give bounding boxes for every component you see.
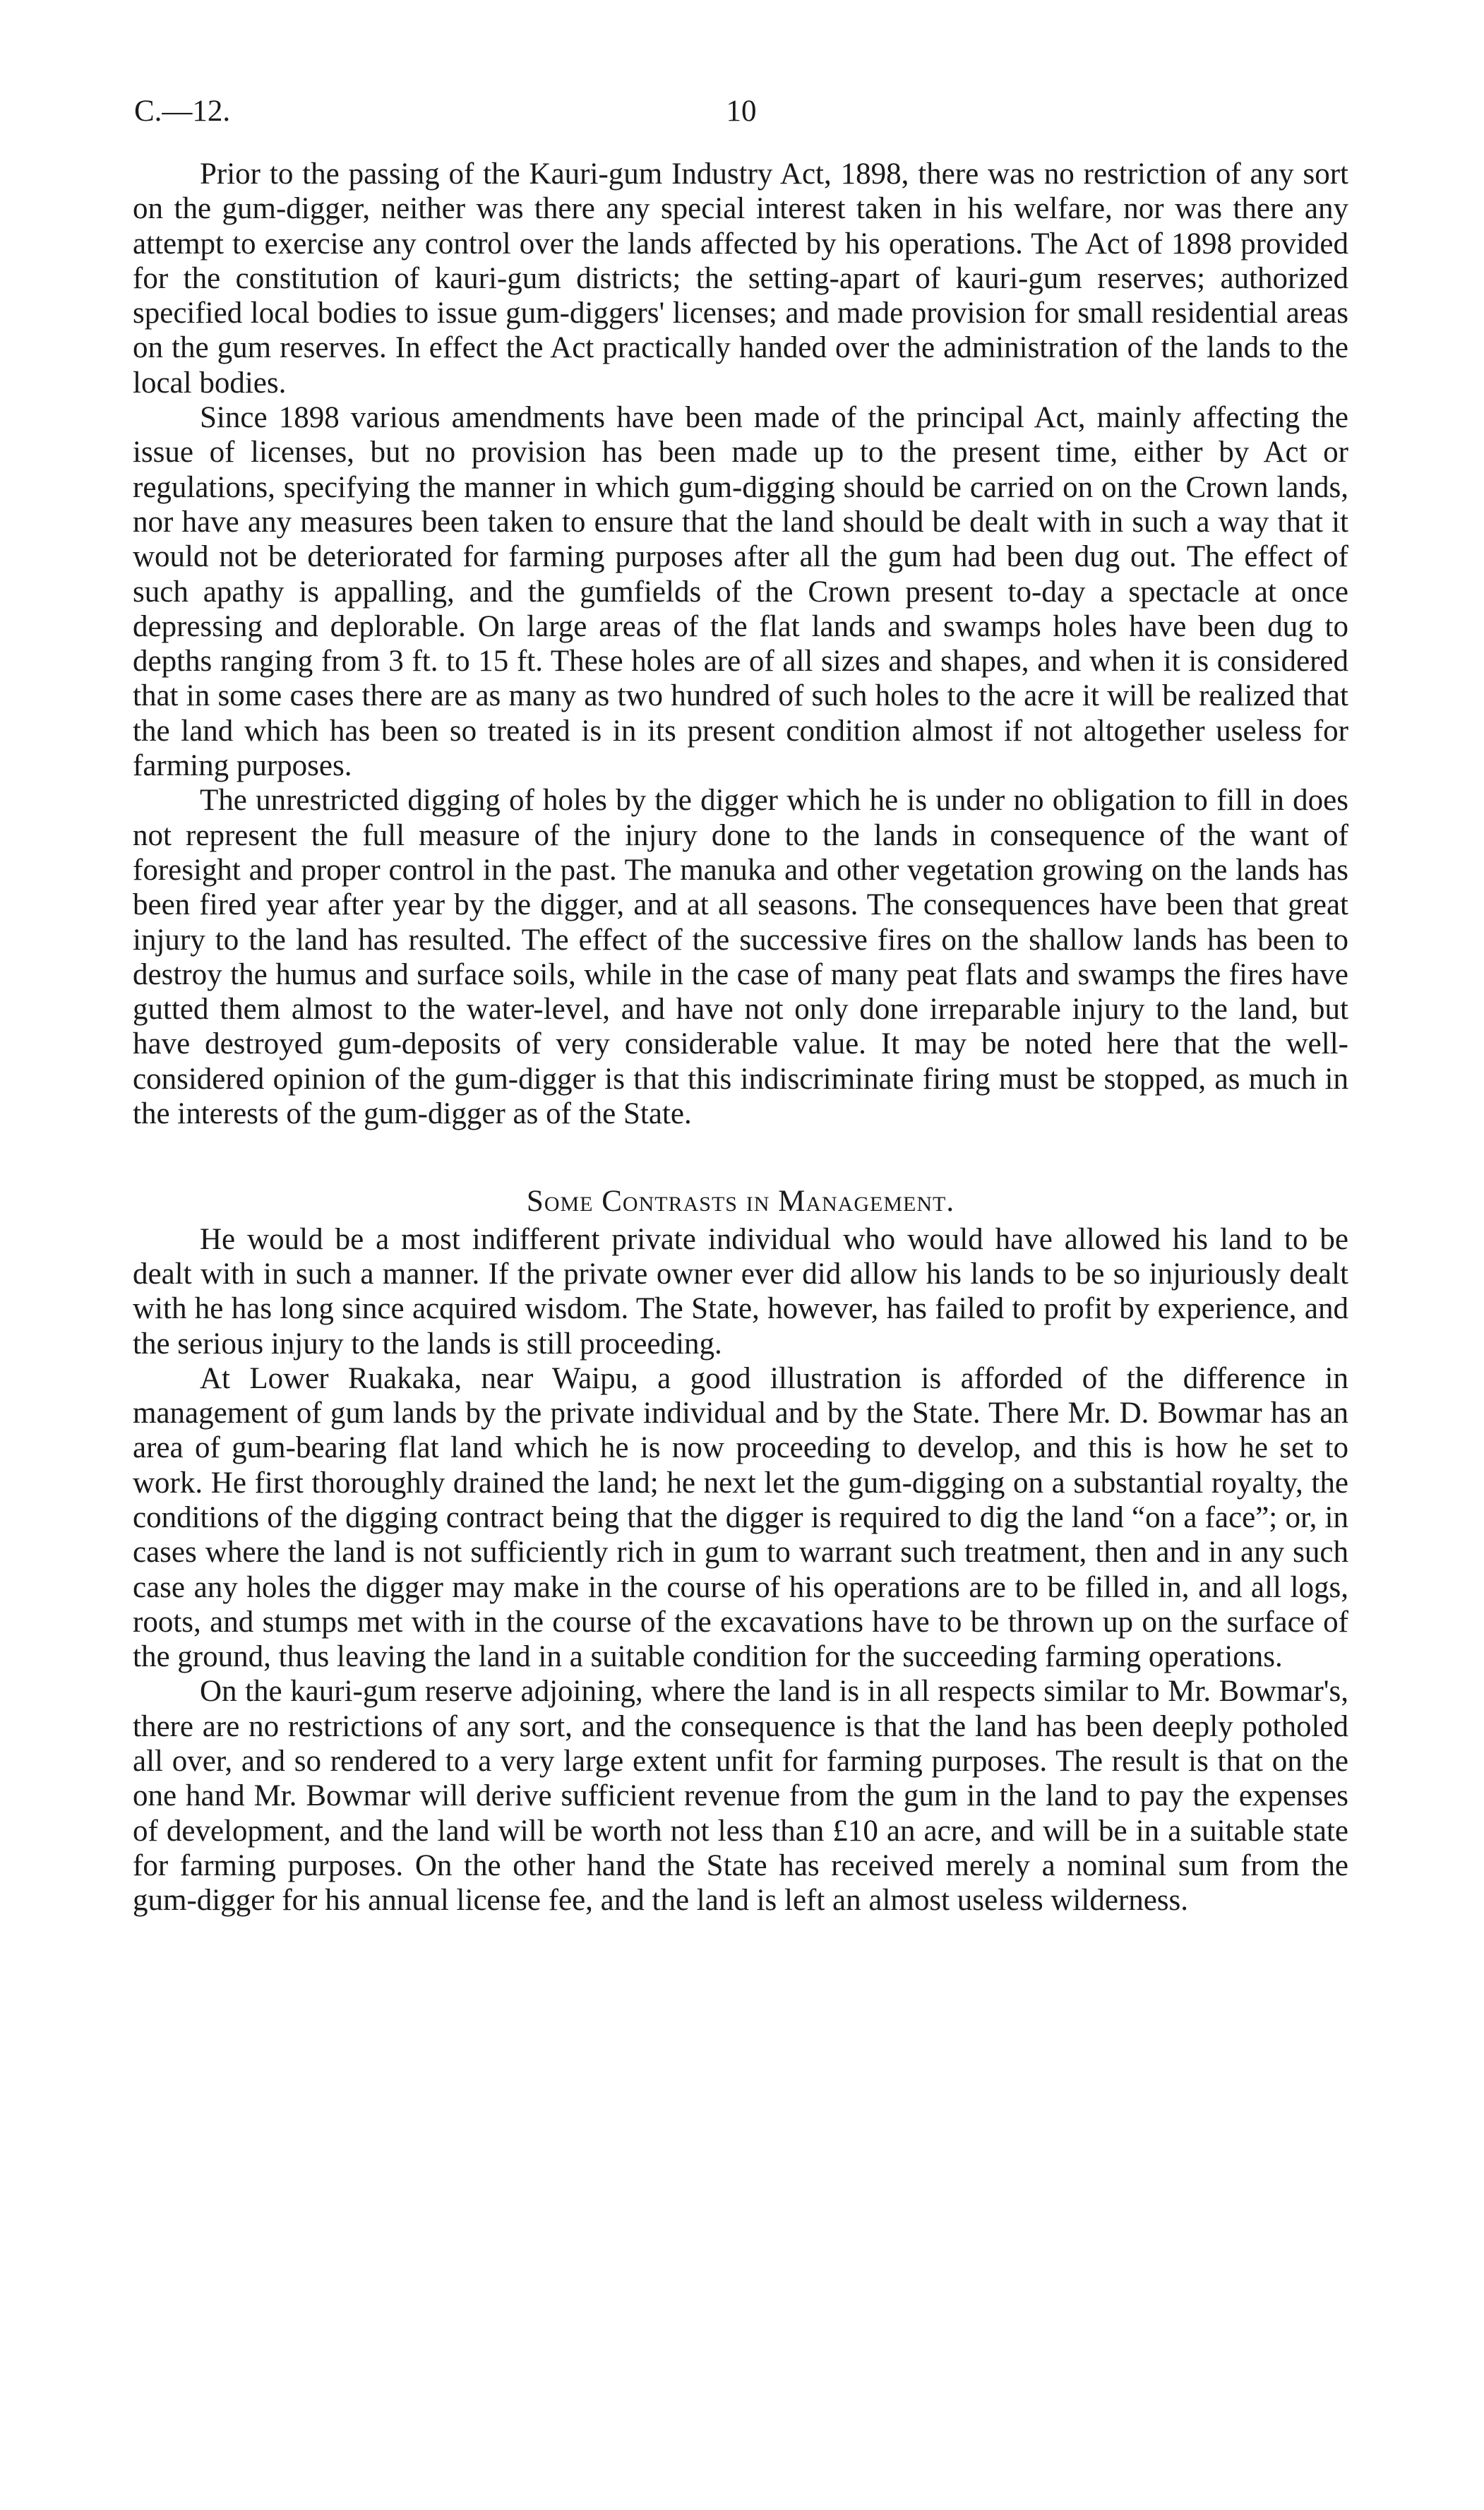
paragraph: Prior to the passing of the Kauri-gum Industry Act, 1898, there was no restriction of any sort on the gum-digger, neither was there any special interest taken in his welfare, nor was there any attempt to exercise any control over the lands affected by his operations. The Act of 1898 provided for the constitution of kauri-gum districts; the setting-apart of kauri-gum reserves; authorized specified local bodies to issue gum-diggers' licenses; and made provision for small residential areas on the gum reserves. In effect the Act practically handed over the administration of the lands to the local bodies. xyxy=(133,157,1348,400)
page-header xyxy=(134,90,1348,133)
paragraph: He would be a most indifferent private individual who would have allowed his land to be dealt with in such a manner. If the private owner ever did allow his lands to be so injuriously dealt with he has long since acquired wisdom. The State, however, has failed to profit by experience, and the serious injury to the lands is still proceeding. xyxy=(133,1222,1348,1361)
paragraph: The unrestricted digging of holes by the digger which he is under no obligation to fill in does not represent the full measure of the injury done to the lands in consequence of the want of foresight and proper control in the past. The manuka and other vegetation growing on the lands has been fired year after year by the digger, and at all seasons. The consequences have been that great injury to the land has resulted. The effect of the successive fires on the shallow lands has been to destroy the humus and surface soils, while in the case of many peat flats and swamps the fires have gutted them almost to the water-level, and have not only done irreparable injury to the land, but have destroyed gum-deposits of very considerable value. It may be noted here that the well-considered opinion of the gum-digger is that this indiscriminate firing must be stopped, as much in the interests of the gum-digger as of the State. xyxy=(133,784,1348,1131)
body-text xyxy=(133,157,1348,1918)
paragraph: Since 1898 various amendments have been made of the principal Act, mainly affecting the issue of licenses, but no provision has been made up to the present time, either by Act or regulations, specifying the manner in which gum-digging should be carried on on the Crown lands, nor have any measures been taken to ensure that the land should be dealt with in such a way that it would not be deteriorated for farming purposes after all the gum had been dug out. The effect of such apathy is appalling, and the gumfields of the Crown present to-day a spectacle at once depressing and deplorable. On large areas of the flat lands and swamps holes have been dug to depths ranging from 3 ft. to 15 ft. These holes are of all sizes and shapes, and when it is considered that in some cases there are as many as two hundred of such holes to the acre it will be realized that the land which has been so treated is in its present condition almost if not altogether useless for farming purposes. xyxy=(133,401,1348,783)
page-number: 10 xyxy=(726,95,757,128)
document-reference: C.—12. xyxy=(134,95,231,128)
section-heading: Some Contrasts in Management. xyxy=(526,1185,955,1219)
paragraph: On the kauri-gum reserve adjoining, where the land is in all respects similar to Mr. Bowmar's, there are no restrictions of any sort, and the consequence is that the land has been deeply potholed all over, and so rendered to a very large extent unfit for farming purposes. The result is that on the one hand Mr. Bowmar will derive sufficient revenue from the gum in the land to pay the expenses of development, and the land will be worth not less than £10 an acre, and will be in a suitable state for farming purposes. On the other hand the State has received merely a nominal sum from the gum-digger for his annual license fee, and the land is left an almost useless wilderness. xyxy=(133,1675,1348,1918)
paragraph: At Lower Ruakaka, near Waipu, a good illustration is afforded of the difference in management of gum lands by the private individual and by the State. There Mr. D. Bowmar has an area of gum-bearing flat land which he is now proceeding to develop, and this is how he set to work. He first thoroughly drained the land; he next let the gum-digging on a substantial royalty, the conditions of the digging contract being that the digger is required to dig the land “on a face”; or, in cases where the land is not sufficiently rich in gum to warrant such treatment, then and in any such case any holes the digger may make in the course of his operations are to be filled in, and all logs, roots, and stumps met with in the course of the excavations have to be thrown up on the surface of the ground, thus leaving the land in a suitable condition for the succeeding farming operations. xyxy=(133,1361,1348,1674)
